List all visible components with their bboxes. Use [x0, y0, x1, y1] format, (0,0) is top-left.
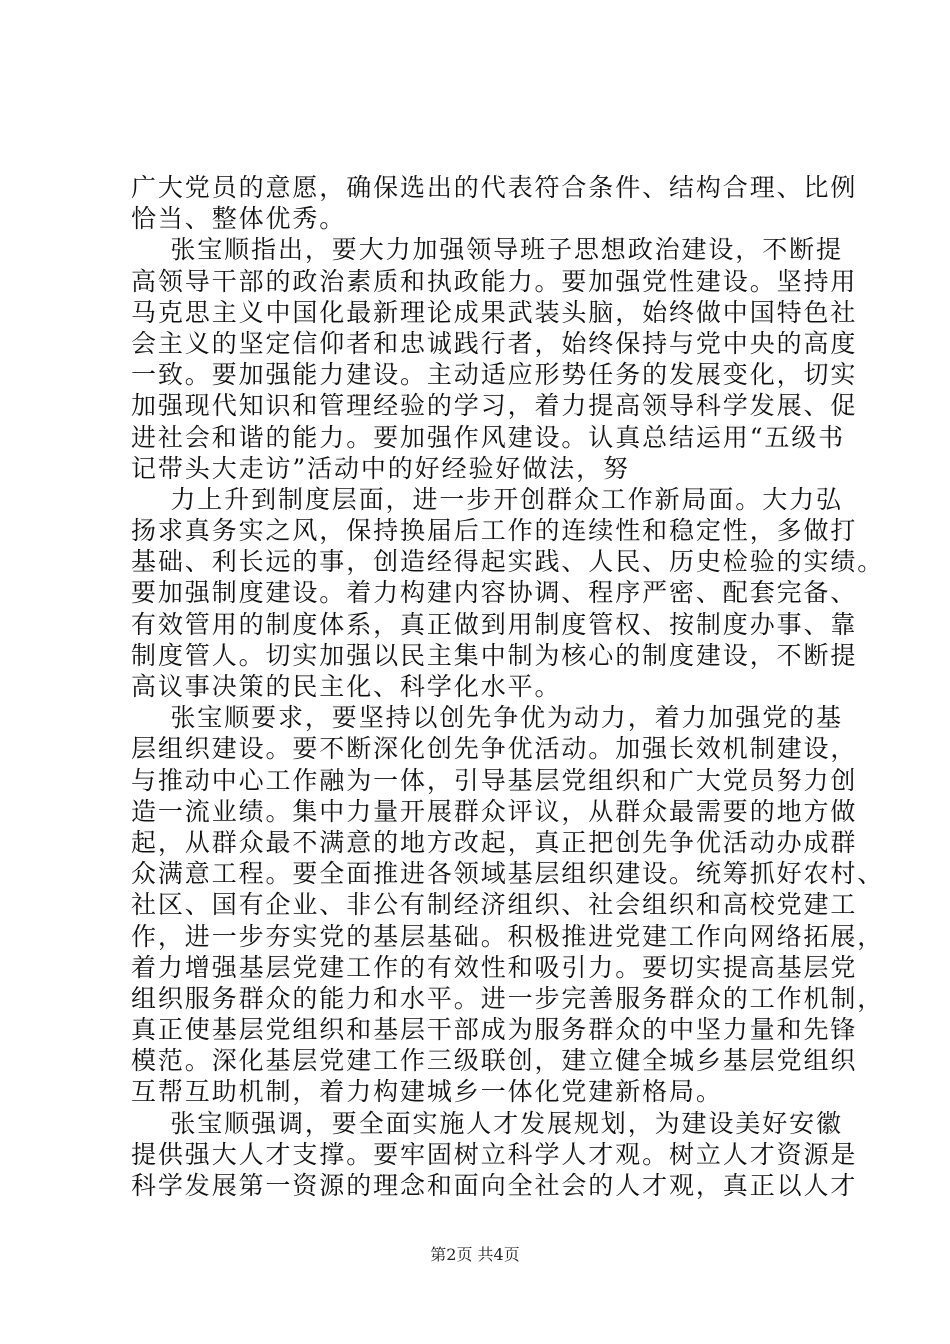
text-line: 高领导干部的政治素质和执政能力。要加强党性建设。坚持用 [131, 266, 858, 296]
text-line: 恰当、整体优秀。 [131, 204, 347, 234]
text-line: 广大党员的意愿，确保选出的代表符合条件、结构合理、比例 [131, 173, 858, 202]
text-line: 会主义的坚定信仰者和忠诚践行者，始终保持与党中央的高度 [131, 328, 858, 358]
text-line: 起，从群众最不满意的地方改起，真正把创先争优活动办成群 [131, 827, 858, 857]
text-line: 科学发展第一资源的理念和面向全社会的人才观，真正以人才 [131, 1171, 858, 1200]
text-line: 造一流业绩。集中力量开展群众评议，从群众最需要的地方做 [131, 796, 858, 826]
text-line: 组织服务群众的能力和水平。进一步完善服务群众的工作机制， [131, 983, 885, 1013]
body-text [131, 172, 885, 1201]
text-line: 马克思主义中国化最新理论成果武装头脑，始终做中国特色社 [131, 297, 858, 327]
text-line: 一致。要加强能力建设。主动适应形势任务的发展变化，切实 [131, 360, 858, 390]
text-line: 张宝顺强调，要全面实施人才发展规划，为建设美好安徽 [131, 1108, 843, 1138]
text-line: 力上升到制度层面，进一步开创群众工作新局面。大力弘 [131, 484, 843, 514]
text-line: 着力增强基层党建工作的有效性和吸引力。要切实提高基层党 [131, 952, 858, 982]
text-line: 记带头大走访”活动中的好经验好做法，努 [131, 453, 630, 483]
text-line: 真正使基层党组织和基层干部成为服务群众的中坚力量和先锋 [131, 1015, 858, 1045]
text-line: 提供强大人才支撑。要牢固树立科学人才观。树立人才资源是 [131, 1139, 858, 1169]
text-line: 互帮互助机制，着力构建城乡一体化党建新格局。 [131, 1077, 723, 1107]
text-line: 与推动中心工作融为一体，引导基层党组织和广大党员努力创 [131, 765, 858, 795]
page-footer [0, 1245, 950, 1265]
text-line: 高议事决策的民主化、科学化水平。 [131, 672, 562, 701]
text-line: 基础、利长远的事，创造经得起实践、人民、历史检验的实绩。 [131, 547, 885, 577]
text-line: 作，进一步夯实党的基层基础。积极推进党建工作向网络拓展， [131, 921, 885, 951]
text-line: 扬求真务实之风，保持换届后工作的连续性和稳定性，多做打 [131, 516, 858, 546]
text-line: 众满意工程。要全面推进各领域基层组织建设。统筹抓好农村、 [131, 859, 885, 889]
text-line: 张宝顺指出，要大力加强领导班子思想政治建设，不断提 [131, 235, 843, 265]
text-line: 模范。深化基层党建工作三级联创，建立健全城乡基层党组织 [131, 1046, 858, 1076]
text-line: 要加强制度建设。着力构建内容协调、程序严密、配套完备、 [131, 578, 858, 608]
text-line: 加强现代知识和管理经验的学习，着力提高领导科学发展、促 [131, 391, 858, 421]
text-line: 有效管用的制度体系，真正做到用制度管权、按制度办事、靠 [131, 609, 858, 639]
text-line: 社区、国有企业、非公有制经济组织、社会组织和高校党建工 [131, 890, 858, 920]
text-line: 制度管人。切实加强以民主集中制为核心的制度建设，不断提 [131, 640, 858, 670]
text-line: 层组织建设。要不断深化创先争优活动。加强长效机制建设， [131, 734, 858, 764]
text-line: 张宝顺要求，要坚持以创先争优为动力，着力加强党的基 [131, 703, 843, 733]
page-number-label: 第2页 共4页 [430, 1245, 520, 1264]
text-line: 进社会和谐的能力。要加强作风建设。认真总结运用“五级书 [131, 422, 846, 452]
